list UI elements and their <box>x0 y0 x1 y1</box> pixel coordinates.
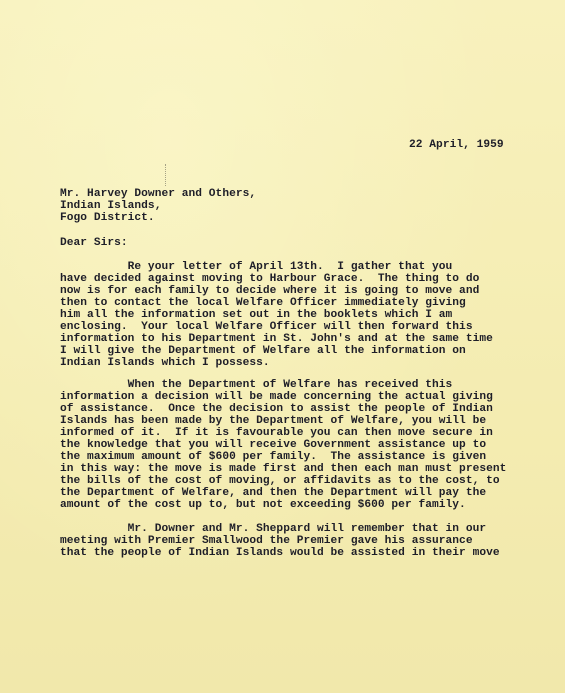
paragraph-line: of assistance. Once the decision to assist the people of Indian <box>60 403 493 415</box>
paragraph-line: the bills of the cost of moving, or affidavits as to the cost, to <box>60 475 500 487</box>
paragraph-line: meeting with Premier Smallwood the Premier gave his assurance <box>60 535 473 547</box>
paragraph-line: him all the information set out in the booklets which I am <box>60 309 453 321</box>
recipient-line-3: Fogo District. <box>60 212 155 224</box>
paragraph-line: enclosing. Your local Welfare Officer will then forward this <box>60 321 473 333</box>
letter-date: 22 April, 1959 <box>409 139 504 151</box>
paragraph-line: When the Department of Welfare has received this <box>60 379 453 391</box>
paragraph-line: have decided against moving to Harbour Grace. The thing to do <box>60 273 480 285</box>
recipient-line-1: Mr. Harvey Downer and Others, <box>60 188 257 200</box>
paragraph-line: that the people of Indian Islands would be assisted in their move <box>60 547 500 559</box>
paragraph-line: the Department of Welfare, and then the Department will pay the <box>60 487 487 499</box>
margin-mark <box>165 164 168 186</box>
paragraph-2 <box>60 379 560 511</box>
salutation: Dear Sirs: <box>60 237 128 249</box>
paragraph-line: in this way: the move is made first and then each man must present <box>60 463 507 475</box>
recipient-line-2: Indian Islands, <box>60 200 162 212</box>
paragraph-line: informed of it. If it is favourable you can then move secure in <box>60 427 493 439</box>
paragraph-line: Re your letter of April 13th. I gather that you <box>60 261 453 273</box>
paragraph-line: the maximum amount of $600 per family. The assistance is given <box>60 451 487 463</box>
paragraph-3 <box>60 523 560 559</box>
paragraph-line: amount of the cost up to, but not exceeding $600 per family. <box>60 499 466 511</box>
paragraph-line: the knowledge that you will receive Government assistance up to <box>60 439 487 451</box>
paragraph-line: information to his Department in St. John's and at the same time <box>60 333 493 345</box>
paragraph-line: then to contact the local Welfare Officer immediately giving <box>60 297 466 309</box>
paragraph-line: Islands has been made by the Department of Welfare, you will be <box>60 415 487 427</box>
paragraph-line: Mr. Downer and Mr. Sheppard will remember that in our <box>60 523 487 535</box>
paragraph-line: now is for each family to decide where it is going to move and <box>60 285 480 297</box>
paragraph-line: I will give the Department of Welfare all the information on <box>60 345 466 357</box>
paragraph-line: information a decision will be made concerning the actual giving <box>60 391 493 403</box>
paragraph-line: Indian Islands which I possess. <box>60 357 270 369</box>
paragraph-1 <box>60 261 560 369</box>
